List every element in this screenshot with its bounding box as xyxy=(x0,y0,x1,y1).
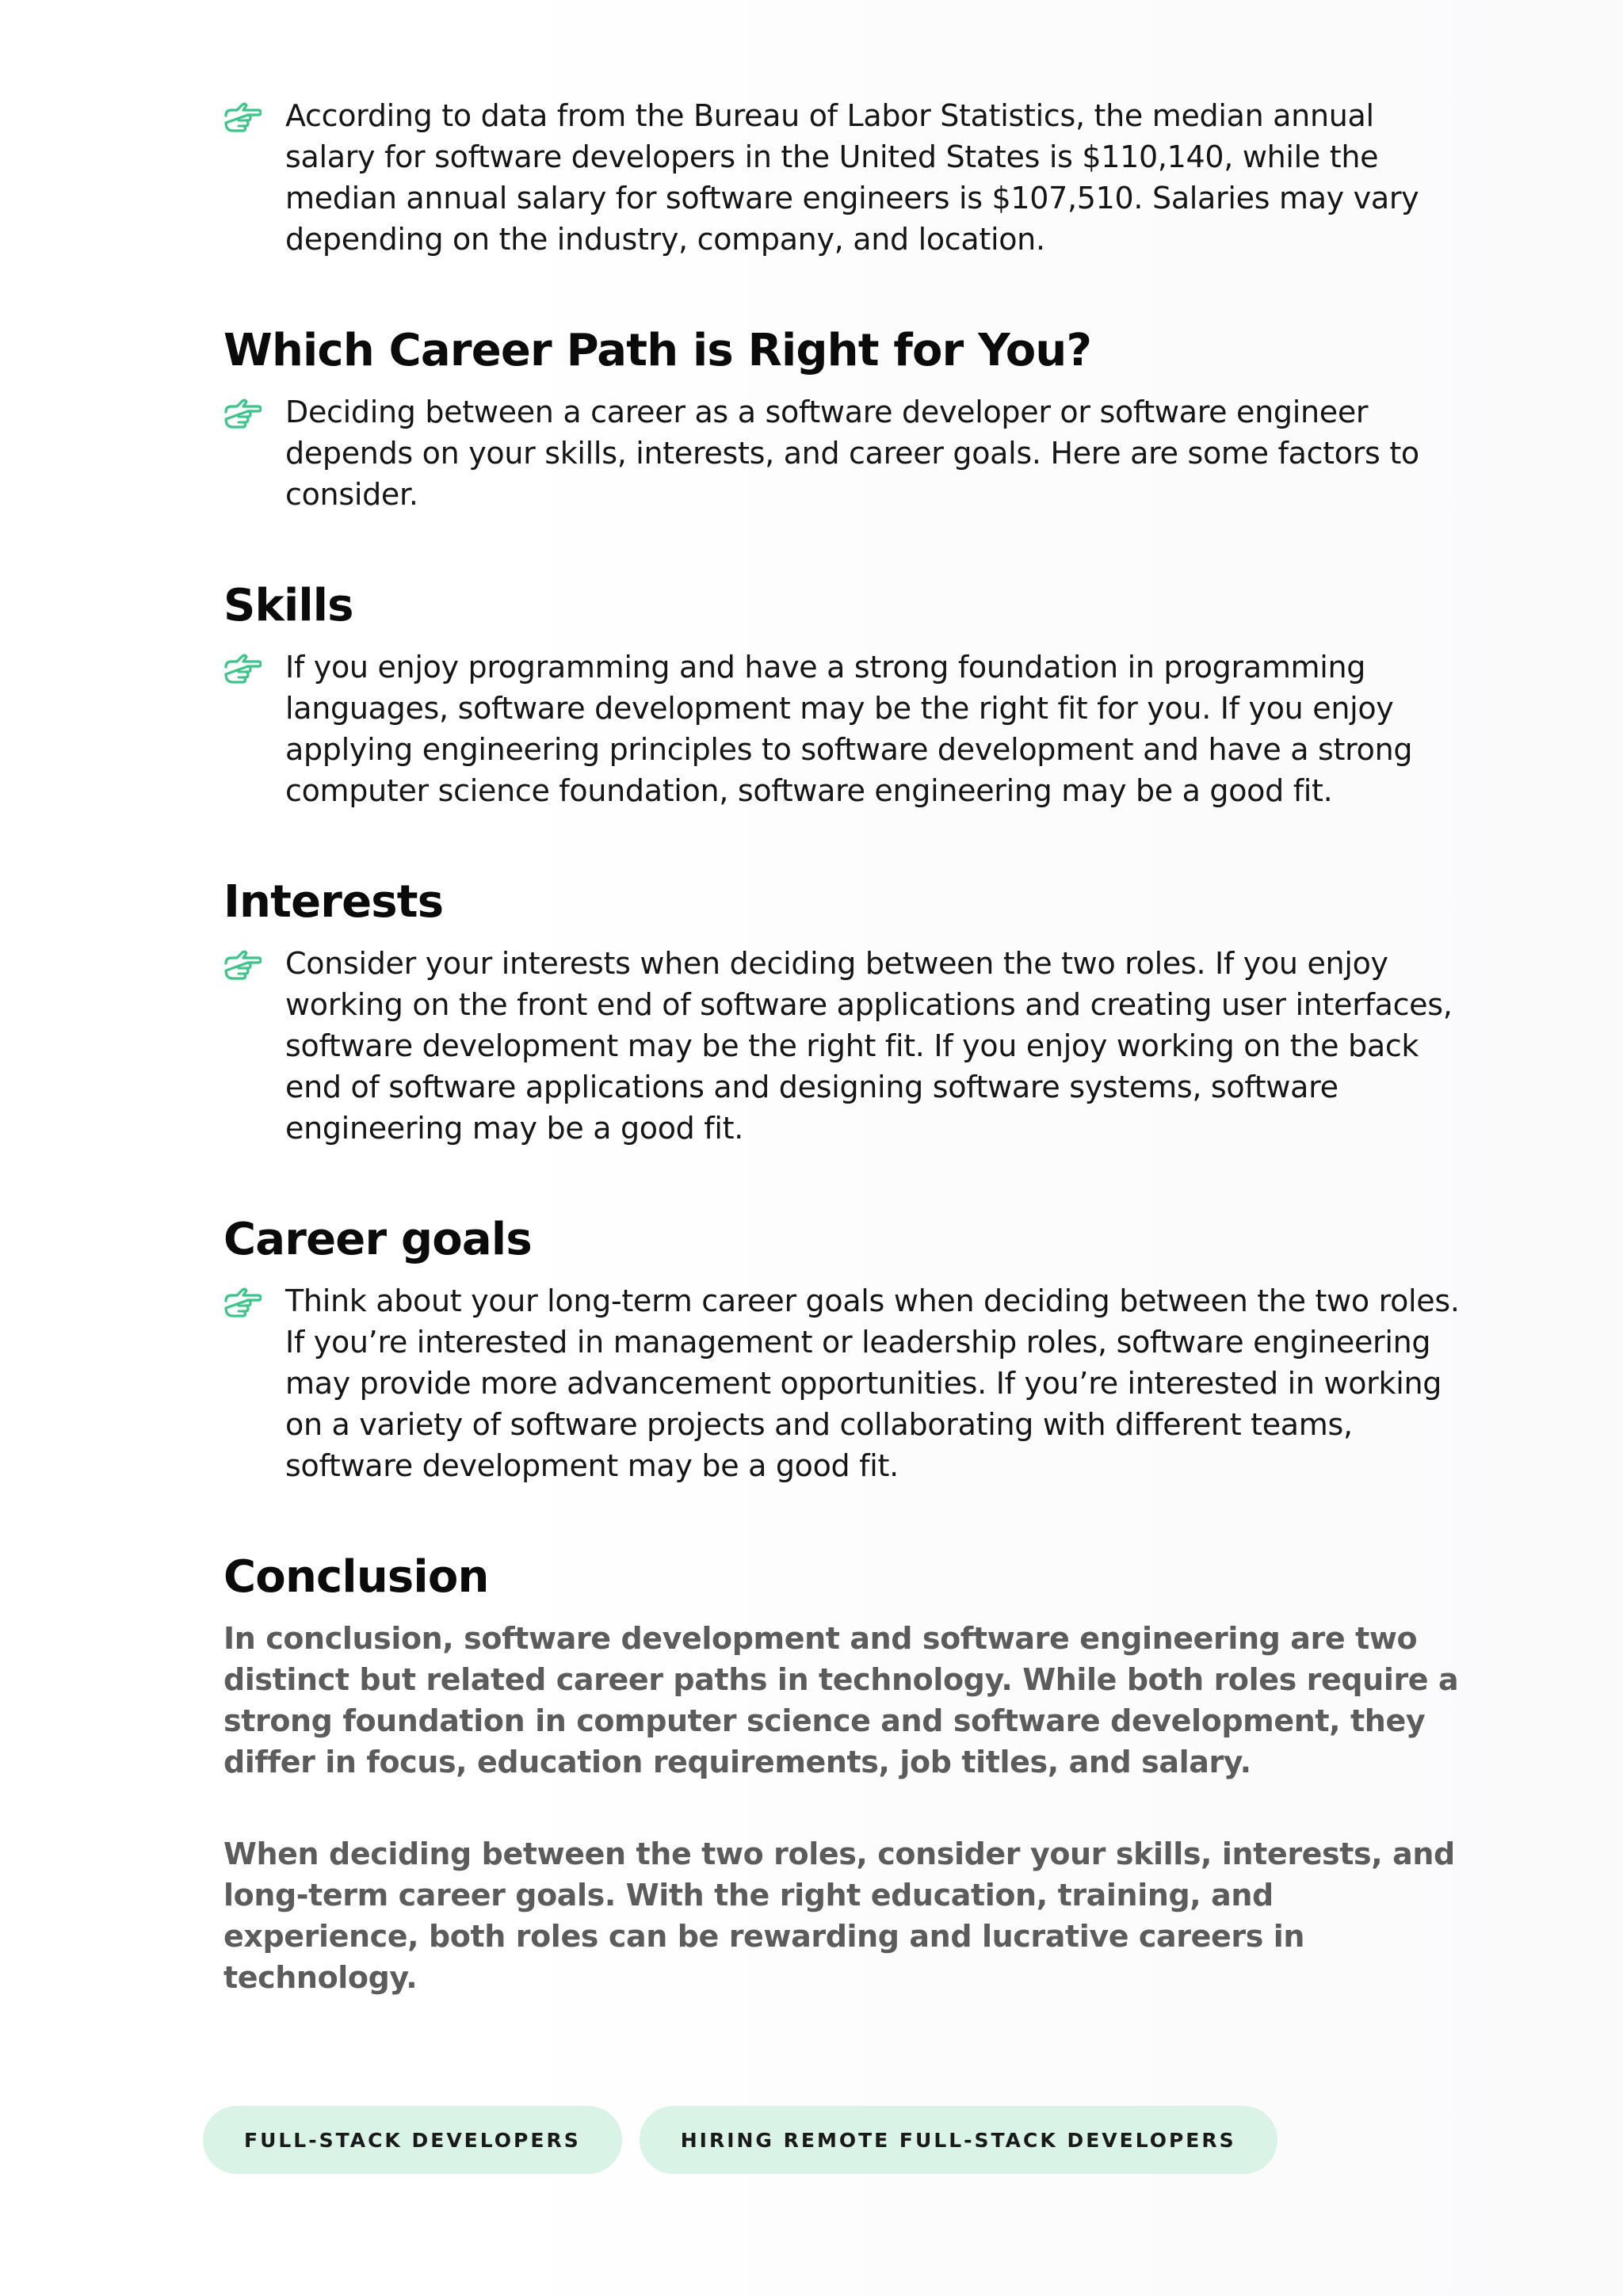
bullet-career-path xyxy=(223,391,1460,515)
bullet-interests xyxy=(223,943,1460,1149)
bullet-interests-text: Consider your interests when deciding between the two roles. If you enjoy working on the front end of software applications and creating user interfaces, software development may be the right fit. If you enjoy working on the back end of software applications and designing software systems, software engineering may be a good fit. xyxy=(285,946,1453,1146)
tag-hiring-remote-full-stack-developers[interactable]: HIRING REMOTE FULL-STACK DEVELOPERS xyxy=(640,2106,1277,2174)
heading-career-path: Which Career Path is Right for You? xyxy=(223,325,1092,376)
heading-interests: Interests xyxy=(223,876,444,928)
article-body xyxy=(223,95,1460,1998)
pointing-hand-icon xyxy=(223,1287,262,1318)
pointing-hand-icon xyxy=(223,653,262,685)
pointing-hand-icon xyxy=(223,949,262,981)
bullet-salary xyxy=(223,95,1460,260)
bullet-career-goals-text: Think about your long-term career goals when deciding between the two roles. If you’re interested in management or leadership roles, software engineering may provide more advancement opportunities. If you’re interested in working on a variety of software projects and collaborating with different teams, software development may be a good fit. xyxy=(285,1283,1460,1483)
bullet-skills-text: If you enjoy programming and have a strong foundation in programming languages, software development may be the right fit for you. If you enjoy applying engineering principles to software development and have a strong computer science foundation, software engineering may be a good fit. xyxy=(285,650,1413,808)
pointing-hand-icon xyxy=(223,101,262,133)
conclusion-paragraph-2: When deciding between the two roles, consider your skills, interests, and long-term career goals. With the right education, training, and experience, both roles can be rewarding and lucrative careers in technology. xyxy=(223,1836,1455,1995)
heading-conclusion: Conclusion xyxy=(223,1551,489,1603)
tag-list xyxy=(203,2106,1277,2174)
conclusion-paragraph-1: In conclusion, software development and software engineering are two distinct but related career paths in technology. While both roles require a strong foundation in computer science and software development, they differ in focus, education requirements, job titles, and salary. xyxy=(223,1621,1459,1779)
tag-full-stack-developers[interactable]: FULL-STACK DEVELOPERS xyxy=(203,2106,622,2174)
bullet-salary-text: According to data from the Bureau of Labor Statistics, the median annual salary for software developers in the United States is $110,140, while the median annual salary for software engineers is $107,510. Salaries may vary depending on the industry, company, and location. xyxy=(285,98,1419,257)
bullet-skills xyxy=(223,646,1460,811)
pointing-hand-icon xyxy=(223,398,262,429)
bullet-career-path-text: Deciding between a career as a software developer or software engineer depends on your skills, interests, and career goals. Here are some factors to consider. xyxy=(285,395,1419,512)
bullet-career-goals xyxy=(223,1280,1460,1486)
heading-career-goals: Career goals xyxy=(223,1214,532,1265)
heading-skills: Skills xyxy=(223,580,353,631)
